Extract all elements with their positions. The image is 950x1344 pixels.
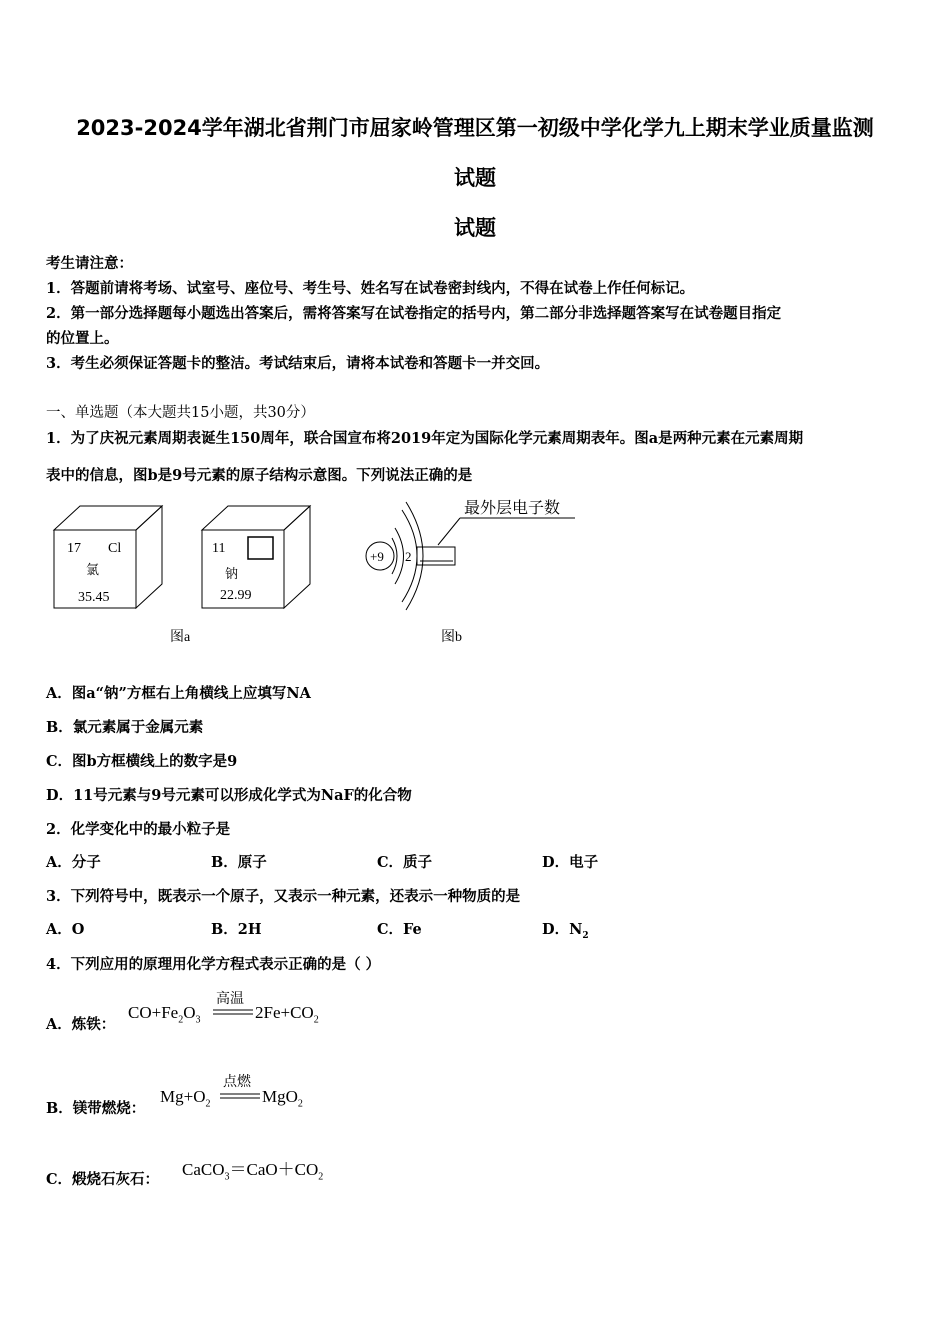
q4-option-b-reactants: $Mg+O_2$ xyxy=(160,1087,211,1110)
q4-option-a-reactants: $CO+Fe_2O_3$ xyxy=(128,1003,201,1026)
notice-item-1: 1．答题前请将考场、试室号、座位号、考生号、姓名写在试卷密封线内，不得在试卷上作任何标记。 xyxy=(46,280,695,297)
q1-figure xyxy=(40,494,600,654)
q1-stem-cont: 表中的信息，图b是9号元素的原子结构示意图。下列说法正确的是 xyxy=(46,467,473,484)
chlorine-mass: 35.45 xyxy=(78,590,110,605)
q1-option-a[interactable]: A．图a“钠”方框右上角横线上应填写NA xyxy=(46,685,311,702)
q3-stem: 3．下列符号中，既表示一个原子，又表示一种元素，还表示一种物质的是 xyxy=(46,888,521,905)
nucleus-charge: +9 xyxy=(370,549,384,564)
first-shell-electrons: 2 xyxy=(405,549,412,564)
q2-option-d[interactable]: D．电子 xyxy=(542,854,599,871)
notice-item-2: 2．第一部分选择题每小题选出答案后，需将答案写在试卷指定的括号内，第二部分非选择题答案写在试卷题目指定 xyxy=(46,305,782,322)
notice-item-3: 3．考生必须保证答题卡的整洁。考试结束后，请将本试卷和答题卡一并交回。 xyxy=(46,355,550,372)
page-title-line2: 试题 xyxy=(454,166,496,190)
sodium-number: 11 xyxy=(212,541,226,556)
q4-option-b-double-line xyxy=(220,1092,260,1100)
q2-option-b[interactable]: B．原子 xyxy=(211,854,267,871)
section-heading: 一、单选题（本大题共15小题，共30分） xyxy=(46,405,315,421)
figure-a-caption: 图a xyxy=(170,630,191,645)
page-subtitle: 试题 xyxy=(454,216,496,240)
outer-electrons-label: 最外层电子数 xyxy=(464,500,561,517)
page-title: 2023-2024学年湖北省荆门市屈家岭管理区第一初级中学化学九上期末学业质量监测 xyxy=(76,116,874,140)
q4-option-b-label[interactable]: B．镁带燃烧： xyxy=(46,1100,146,1117)
q4-option-a-label[interactable]: A．炼铁： xyxy=(46,1016,116,1033)
q3-option-c[interactable]: C．Fe xyxy=(377,921,422,938)
q4-option-a-products: $2Fe+CO_2$ xyxy=(255,1003,319,1026)
q2-option-a[interactable]: A．分子 xyxy=(46,854,101,871)
q4-option-c-equation: $CaCO_3=CaO+CO_2$ xyxy=(182,1160,324,1183)
q4-stem: 4．下列应用的原理用化学方程式表示正确的是（ ） xyxy=(46,956,381,973)
q3-option-a[interactable]: A．O xyxy=(46,921,85,938)
q3-option-d[interactable]: D．$N_2$ xyxy=(542,921,589,941)
q4-option-a-double-line xyxy=(213,1008,253,1016)
q4-option-c-label[interactable]: C．煅烧石灰石： xyxy=(46,1171,160,1188)
atom-structure-diagram xyxy=(366,502,575,610)
q4-option-b-condition: 点燃 xyxy=(223,1074,251,1090)
q1-stem: 1．为了庆祝元素周期表诞生150周年，联合国宣布将2019年定为国际化学元素周期表年。图a是两种元素在元素周期 xyxy=(46,430,804,447)
chlorine-number: 17 xyxy=(67,541,81,556)
element-box-sodium xyxy=(202,506,310,608)
notice-item-2-cont: 的位置上。 xyxy=(46,330,119,347)
q1-option-c[interactable]: C．图b方框横线上的数字是9 xyxy=(46,753,238,770)
chlorine-symbol: Cl xyxy=(108,541,122,556)
notice-heading: 考生请注意： xyxy=(46,255,133,272)
q1-option-d[interactable]: D．11号元素与9号元素可以形成化学式为NaF的化合物 xyxy=(46,787,412,804)
sodium-name: 钠 xyxy=(225,566,239,581)
q2-option-c[interactable]: C．质子 xyxy=(377,854,433,871)
sodium-mass: 22.99 xyxy=(220,588,252,603)
chlorine-name: 氯 xyxy=(86,562,100,577)
figure-b-caption: 图b xyxy=(441,630,462,645)
q2-stem: 2．化学变化中的最小粒子是 xyxy=(46,821,231,838)
q4-option-b-products: MgO$_2$ xyxy=(262,1087,303,1110)
q4-option-a-condition: 高温 xyxy=(216,991,244,1007)
q3-option-b[interactable]: B．2H xyxy=(211,921,262,938)
q1-option-b[interactable]: B．氯元素属于金属元素 xyxy=(46,719,204,736)
